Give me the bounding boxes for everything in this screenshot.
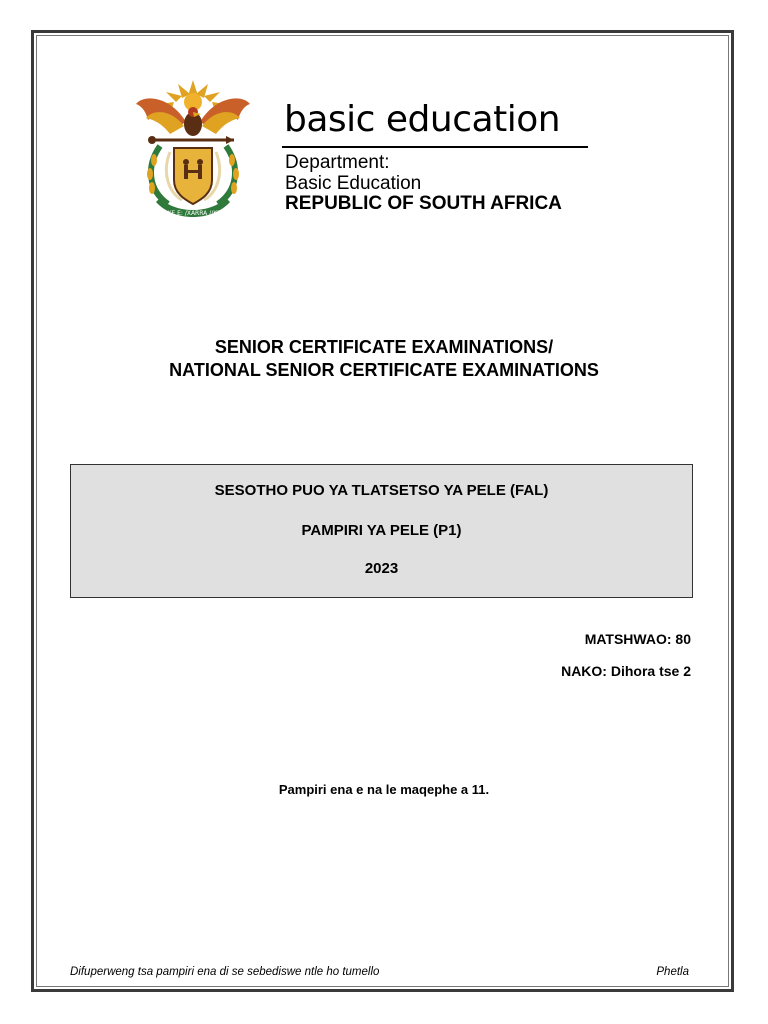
department-logo bbox=[122, 72, 608, 232]
subject-name: SESOTHO PUO YA TLATSETSO YA PELE (FAL) bbox=[214, 482, 549, 499]
turn-over-label: Phetla bbox=[656, 966, 689, 978]
page-count-note: Pampiri ena e na le maqephe a 11. bbox=[278, 782, 490, 797]
time-label: NAKO: Dihora tse 2 bbox=[561, 663, 691, 679]
exam-title-line1: SENIOR CERTIFICATE EXAMINATIONS/ bbox=[214, 337, 554, 357]
paper-number: PAMPIRI YA PELE (P1) bbox=[301, 522, 462, 539]
department-name: Basic Education bbox=[285, 173, 422, 194]
department-label: Department: bbox=[285, 152, 390, 173]
coat-of-arms-motto: !KE E: /XARRA //KE bbox=[165, 210, 221, 217]
brand-divider bbox=[282, 146, 588, 148]
brand-title: basic education bbox=[284, 99, 561, 140]
south-africa-coat-of-arms-icon bbox=[130, 76, 256, 226]
exam-year: 2023 bbox=[364, 560, 399, 577]
copyright-notice: Difuperweng tsa pampiri ena di se sebediswe ntle ho tumello bbox=[70, 966, 380, 978]
subject-box bbox=[70, 464, 693, 598]
exam-title-line2: NATIONAL SENIOR CERTIFICATE EXAMINATIONS bbox=[169, 360, 599, 380]
country-name: REPUBLIC OF SOUTH AFRICA bbox=[285, 193, 562, 214]
marks-label: MATSHWAO: 80 bbox=[584, 631, 691, 647]
